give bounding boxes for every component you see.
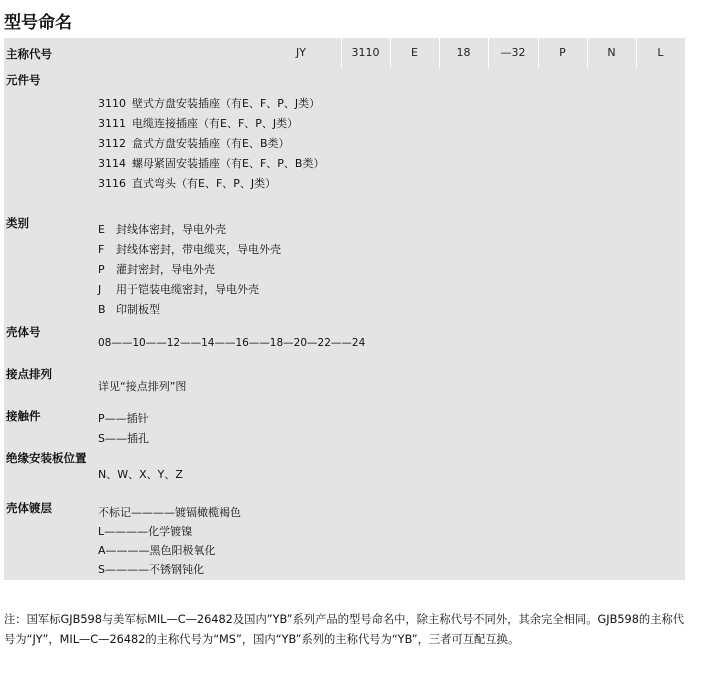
header-cell-p: P [559,46,566,59]
list-item: 3112 盒式方盘安装插座（有E、B类） [98,137,290,150]
section-label-plating: 壳体镀层 [6,501,52,515]
header-cell-32: —32 [500,46,526,59]
arrangement-text: 详见“接点排列”图 [98,380,187,393]
section-label-category: 类别 [6,216,29,230]
list-item: 3114 螺母紧固安装插座（有E、F、P、B类） [98,157,325,170]
list-item: P——插针 [98,412,149,425]
list-item: E 封线体密封，导电外壳 [98,223,226,236]
list-item: 3111 电缆连接插座（有E、F、P、J类） [98,117,299,130]
list-item: F 封线体密封，带电缆夹，导电外壳 [98,243,281,256]
list-item: J 用于铠装电缆密封，导电外壳 [98,283,259,296]
footnote: 注：国军标GJB598与美军标MIL—C—26482及国内”YB”系列产品的型号命名中，除主称代号不同外，其余完全相同。GJB598的主称代号为“JY”，MIL—C—26482的主称代号为“MS”，国内“YB”系列的主称代号为“YB”，三者可互配互换。 [4,613,685,646]
list-item: L————化学镀镍 [98,525,193,538]
list-item: S————不锈钢钝化 [98,563,204,576]
shell-sizes: 08——10——12——14——16——18—20—22——24 [98,337,366,349]
list-item: P 灌封密封，导电外壳 [98,263,215,276]
list-item: S——插孔 [98,432,149,445]
header-cell-e: E [411,46,418,59]
header-cell-l: L [657,46,664,59]
list-item: 3110 壁式方盘安装插座（有E、F、P、J类） [98,97,321,110]
list-item: B 印制板型 [98,303,160,316]
section-label-shell: 壳体号 [6,325,41,339]
list-item: 不标记————镀镉橄榄褐色 [98,506,241,519]
header-cell-18: 18 [456,46,471,59]
list-item: 3116 直式弯头（有E、F、P、J类） [98,177,277,190]
list-item: A————黑色阳极氧化 [98,544,216,557]
section-label-element: 元件号 [6,73,41,87]
insulator-text: N、W、X、Y、Z [98,468,183,481]
header-cell-jy: JY [296,46,306,59]
header-label: 主称代号 [6,47,52,61]
section-label-arrangement: 接点排列 [6,367,52,381]
header-cell-n: N [607,46,616,59]
page-title: 型号命名 [4,13,72,33]
header-cell-3110: 3110 [351,46,380,59]
section-label-contact: 接触件 [6,409,41,423]
section-label-insulator: 绝缘安装板位置 [6,451,87,465]
